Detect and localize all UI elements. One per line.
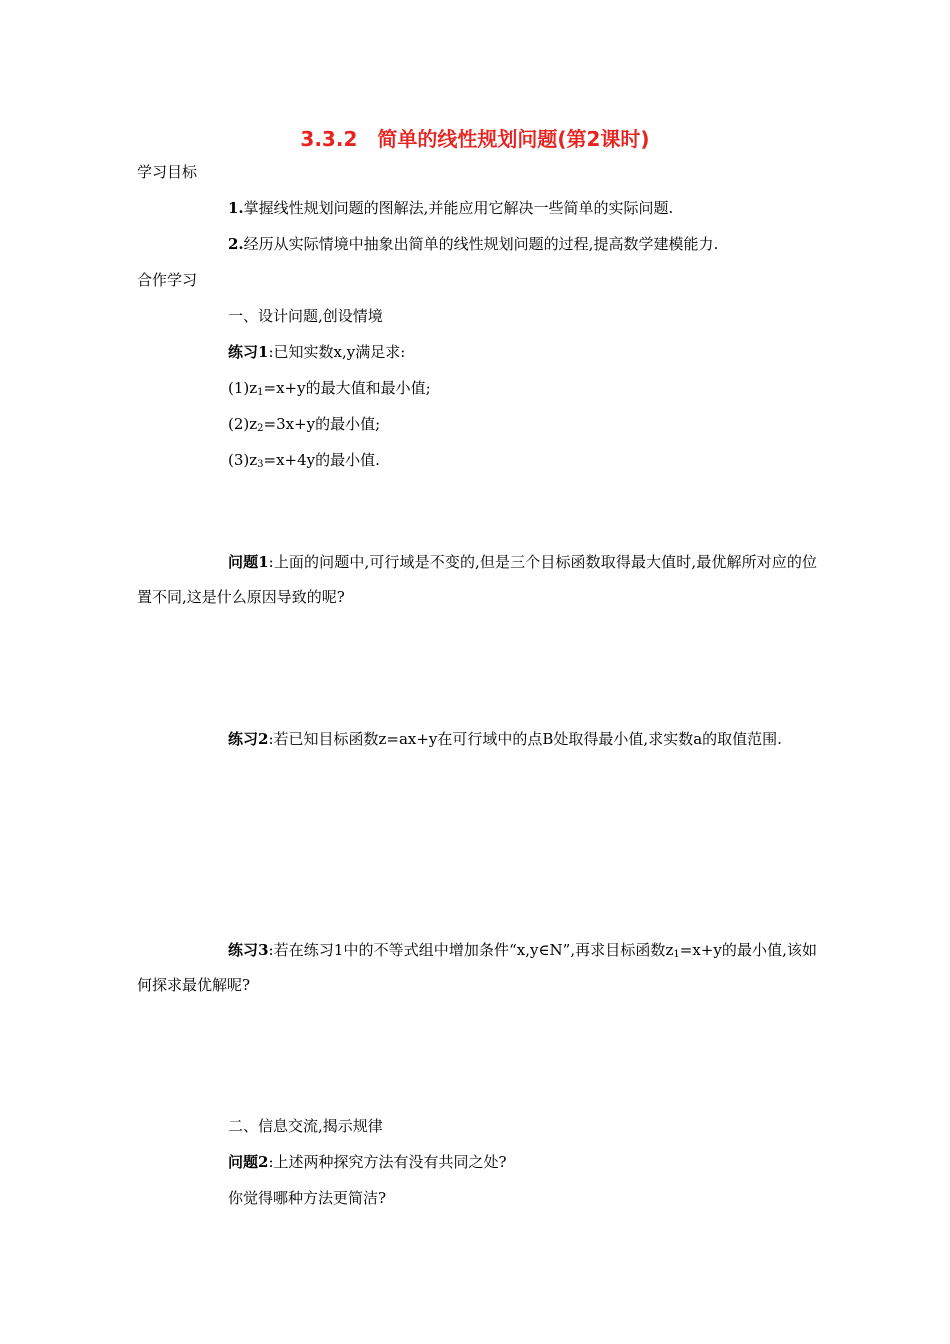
page-title: 3.3.2 简单的线性规划问题(第2课时) — [300, 127, 650, 151]
exercise-3 — [137, 933, 817, 1003]
exercise-1-question-2-subscript: 2 — [257, 423, 264, 434]
objective-item-2-text: 经历从实际情境中抽象出简单的线性规划问题的过程,提高数学建模能力. — [243, 235, 719, 253]
question-1-text: :上面的问题中,可行域是不变的,但是三个目标函数取得最大值时,最优解所对应的位置不同,这是什么原因导致的呢? — [137, 553, 817, 606]
objectives-heading: 学习目标 — [137, 163, 198, 181]
exercise-3-text-suffix: =x+y的最小值,该如何探求最优解呢? — [137, 941, 818, 994]
exercise-1-question-2-prefix: (2)z — [228, 415, 258, 433]
exercise-3-subscript: 1 — [673, 949, 680, 960]
question-2-followup: 你觉得哪种方法更简洁? — [228, 1189, 387, 1207]
section-1-heading: 一、设计问题,创设情境 — [228, 307, 383, 325]
objective-item-2-number: 2. — [228, 235, 244, 253]
exercise-1-question-3 — [228, 450, 380, 470]
exercise-2 — [137, 722, 817, 757]
objective-item-1-number: 1. — [228, 199, 244, 217]
exercise-1-question-1-subscript: 1 — [257, 387, 264, 398]
exercise-1-question-1 — [228, 378, 431, 398]
exercise-1-text: :已知实数x,y满足求: — [268, 343, 406, 361]
section-2-heading: 二、信息交流,揭示规律 — [228, 1117, 383, 1135]
exercise-3-label: 练习3 — [228, 941, 269, 959]
exercise-1-question-3-text: =x+4y的最小值. — [263, 451, 380, 469]
question-2 — [228, 1152, 507, 1172]
objective-item-2 — [228, 234, 718, 254]
question-2-text: :上述两种探究方法有没有共同之处? — [268, 1153, 507, 1171]
exercise-1-question-3-prefix: (3)z — [228, 451, 258, 469]
question-2-label: 问题2 — [228, 1153, 269, 1171]
objective-item-1 — [228, 198, 673, 218]
objective-item-1-text: 掌握线性规划问题的图解法,并能应用它解决一些简单的实际问题. — [243, 199, 674, 217]
exercise-1-label: 练习1 — [228, 343, 269, 361]
cooperative-heading: 合作学习 — [137, 271, 198, 289]
question-1-label: 问题1 — [228, 553, 269, 571]
exercise-2-label: 练习2 — [228, 730, 269, 748]
exercise-1-question-1-prefix: (1)z — [228, 379, 258, 397]
exercise-2-text: :若已知目标函数z=ax+y在可行域中的点B处取得最小值,求实数a的取值范围. — [268, 730, 782, 748]
exercise-1-question-3-subscript: 3 — [257, 459, 264, 470]
exercise-3-text-prefix: :若在练习1中的不等式组中增加条件“x,y∈N”,再求目标函数z — [268, 941, 674, 959]
question-1 — [137, 545, 817, 615]
exercise-1-question-2 — [228, 414, 380, 434]
exercise-1-question-2-text: =3x+y的最小值; — [263, 415, 381, 433]
exercise-1 — [228, 342, 405, 362]
exercise-1-question-1-text: =x+y的最大值和最小值; — [263, 379, 431, 397]
